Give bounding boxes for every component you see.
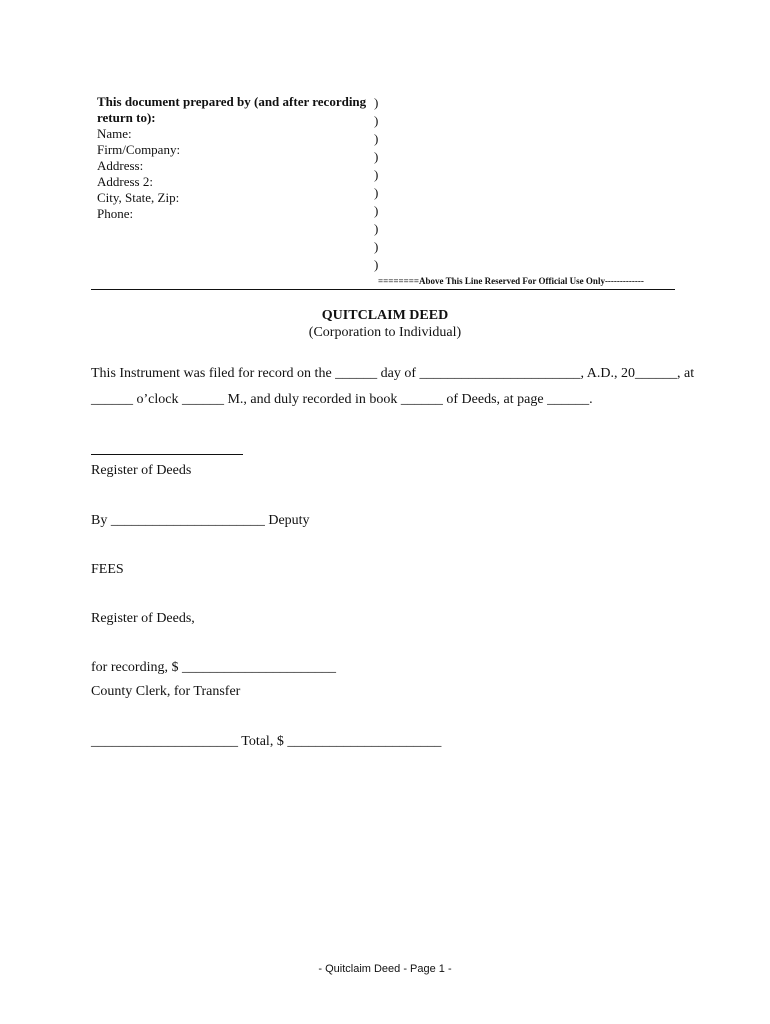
- bracket: ): [374, 149, 379, 164]
- county-clerk-label: County Clerk, for Transfer: [91, 684, 241, 699]
- total-line: _____________________ Total, $ ______________________: [91, 734, 442, 749]
- bracket: ): [374, 203, 379, 218]
- bracket: ): [374, 113, 379, 128]
- bracket: ): [374, 257, 379, 272]
- address-label: Address:: [97, 158, 144, 173]
- recording-line-2: ______ o’clock ______ M., and duly recorded in book ______ of Deeds, at page ______.: [91, 392, 593, 407]
- page-footer: - Quitclaim Deed - Page 1 -: [318, 963, 452, 975]
- bracket: ): [374, 95, 379, 110]
- phone-label: Phone:: [97, 206, 134, 221]
- for-recording-line: for recording, $ ______________________: [91, 660, 336, 675]
- firm-label: Firm/Company:: [97, 142, 181, 157]
- preparer-block: [97, 94, 366, 222]
- name-label: Name:: [97, 126, 132, 141]
- city-state-zip-label: City, State, Zip:: [97, 190, 180, 205]
- address2-label: Address 2:: [97, 174, 153, 189]
- bracket: ): [374, 221, 379, 236]
- official-use-divider: [91, 289, 675, 290]
- document-subtitle: (Corporation to Individual): [308, 325, 462, 340]
- reserved-line-text: ========Above This Line Reserved For Official Use Only-------------: [378, 276, 644, 286]
- deputy-line: By ______________________ Deputy: [91, 513, 310, 528]
- register-of-deeds-fees: Register of Deeds,: [91, 611, 195, 626]
- bracket: ): [374, 167, 379, 182]
- fees-heading: FEES: [91, 562, 124, 577]
- recording-line-1: This Instrument was filed for record on the ______ day of _______________________, A.D., 20______, at: [91, 366, 695, 381]
- bracket: ): [374, 131, 379, 146]
- preparer-heading-line2: return to):: [97, 110, 156, 125]
- bracket: ): [374, 239, 379, 254]
- document-title: QUITCLAIM DEED: [321, 308, 449, 323]
- register-of-deeds-label: Register of Deeds: [91, 463, 192, 478]
- bracket-column: [374, 94, 378, 274]
- preparer-heading-line1: This document prepared by (and after recording: [97, 94, 367, 109]
- bracket: ): [374, 185, 379, 200]
- register-signature-line: [91, 454, 243, 455]
